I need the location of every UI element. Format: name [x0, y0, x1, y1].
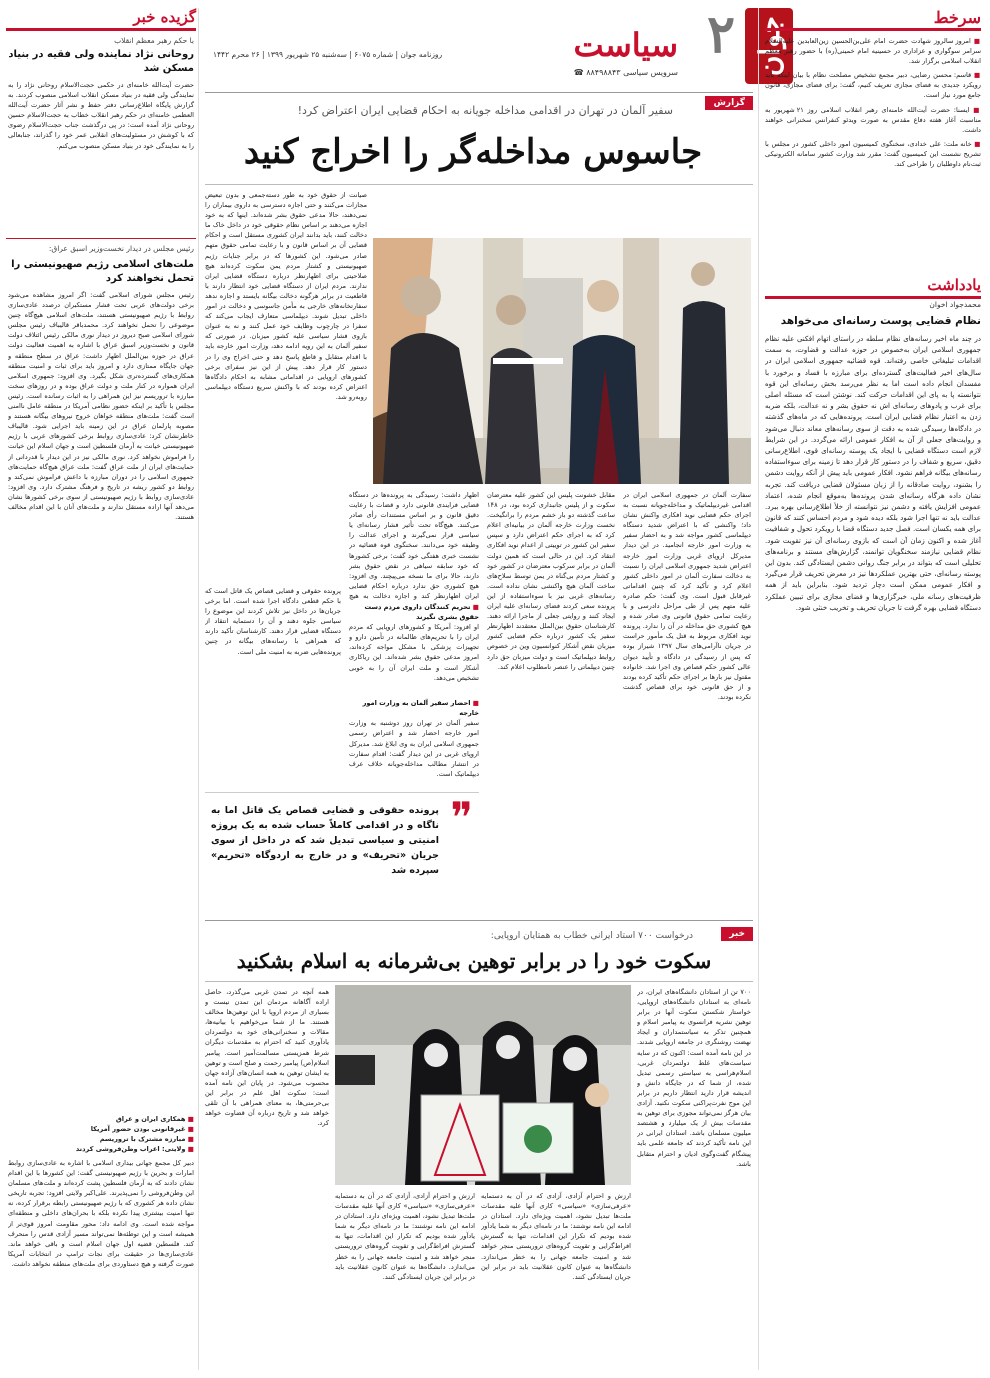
lead-story [205, 96, 753, 916]
lead-body-top: صیانت از حقوق خود به طور دسته‌جمعی و بدون تبعیض مجازات می‌کنند و حتی اجازه دسترسی به داروی بیماران را نمی‌دهند، حالا مدعی حقوق بشر شده‌اند. اینها که به خود اجازه می‌دهند بر اساس نظام حقوقی خود در داخل خاک ما دخالت کنند، باید بدانند ایران کشوری مستقل است و احکام قضایی آن بر اساس قانون و با رعایت تمامی حقوق متهم صادر می‌شود. این کشورها که در برابر جنایات رژیم صهیونیستی و کشتار مردم یمن سکوت کرده‌اند هیچ صلاحیتی برای اظهارنظر درباره دستگاه قضایی ایران ندارند. مردم ایران از دستگاه قضایی خود انتظار دارند با قاطعیت در برابر هرگونه دخالت بیگانه بایستد و اجازه ندهد سفارتخانه‌های خارجی به مأمن جاسوسی و دخالت در امور داخلی تبدیل شوند. دیپلماسی متعارف ایجاب می‌کند که سفرا در چارچوب وظایف خود عمل کنند و نه به عنوان بازوی فشار سیاسی علیه کشور میزبان. در صورتی که سفیر آلمان به این رویه ادامه دهد، وزارت امور خارجه باید با اقدام متقابل و قاطع پاسخ دهد و حتی اخراج وی را در دستور کار قرار دهد. پیش از این نیز سفرای برخی کشورهای اروپایی در اقداماتی مشابه به احکام دادگاه‌ها اعتراض کرده بودند که با واکنش سریع دستگاه دیپلماسی روبه‌رو شد. [205, 191, 367, 401]
item1-headline: روحانی نژاد نماینده ولی فقیه در بنیاد مسکن شد [8, 49, 194, 74]
subhead-sanctions: ■ تحریم کنندگان داروی مردم دست حقوق بشری نگیرند [349, 602, 479, 622]
sarkhat-item: ■ قاسم: محسن رضایی، دبیر مجمع تشخیص مصلحت نظام با بیان اینکه باید رویکرد جدیدی به فضای مجازی تعریف کنیم، گفت: برای فضای مجازی، قانون جامع مورد نیاز است. [765, 70, 981, 100]
masthead-rule [205, 92, 753, 93]
bullet-item: ■ همکاری ایران و عراق [8, 1114, 194, 1124]
item-divider [6, 238, 196, 239]
left-column [6, 8, 199, 1370]
left-header-title: گزیده خبر [133, 8, 196, 26]
yaddasht-body: در چند ماه اخیر رسانه‌های نظام سلطه در راستای اتهام افکنی علیه نظام جمهوری اسلامی ایران به‌خصوص در حوزه عدالت و قضاوت، به سمت اقدامات تبلیغاتی خاصی رفته‌اند. قوه قضائیه جمهوری اسلامی ایران در سال‌های اخیر فعالیت‌های گسترده‌ای برای مبارزه با فساد و برخورد با مفسدان انجام داده است اما به نظر می‌رسد بخش رسانه‌ای این قوه نتوانسته پا به پای این اقدامات حرکت کند. نوشتن است که مسئله اصلی برای غرب و پادوهای رسانه‌ای اش نه حقوق بشر و نه عدالت، بلکه ضربه زدن به اعتبار نظام قضایی ایران است. پرونده‌هایی که در ماه‌های گذشته در دادگاه‌ها رسیدگی شده به دقت از سوی رسانه‌های معاند دنبال می‌شود و روایت‌های جعلی از آن به افکار عمومی ارائه می‌گردد. در این شرایط لازم است دستگاه قضایی با ایجاد یک پوسته رسانه‌ای قوی، اطلاع‌رسانی دقیق، سریع و شفاف را در دستور کار قرار دهد تا زمینه برای سوءاستفاده رسانه‌های بیگانه فراهم نشود. افکار عمومی باید پیش از آنکه روایت دشمن را بشنود، روایت صادقانه را از زبان مسئولان قضایی دریافت کند. تجربه نشان داده هرگاه رسانه‌ای شدن پرونده‌ها به‌موقع انجام شده، اعتماد عمومی افزایش یافته و دشمن نیز نتوانسته از خلأ اطلاع‌رسانی بهره ببرد. عدالت باید نه تنها اجرا شود بلکه دیده شود و مردم احساس کنند که قانون برای همه یکسان است. فصل جدید دستگاه قضا با رویکرد تحول و شفافیت آغاز شده و اکنون زمان آن است که بازوی رسانه‌ای آن نیز تقویت شود. نظام قضایی نیازمند سخنگویان توانمند، گزارش‌های مستند و برنامه‌های تحلیلی است که بتواند در برابر جنگ روانی دشمن ایستادگی کند. بدون این پوسته رسانه‌ای، حتی بهترین عملکردها نیز در معرض تحریف قرار می‌گیرد و افکار عمومی ممکن است دچار تردید شود. بنابراین باید از همه ظرفیت‌های رسانه ملی، خبرگزاری‌ها و فضای مجازی برای تبیین عملکرد دستگاه قضایی بهره گرفت تا جریان تحریف و تخریب خنثی شود. [765, 335, 981, 612]
sarkhat-item: ■ خانه ملت: علی خدادی، سخنگوی کمیسیون امور داخلی کشور در مجلس با تشریح نشست این کمیسیون گفت: مقرر شد وزارت کشور سامانه الکترونیکی ثبت‌نام داوطلبان را طراحی کند. [765, 139, 981, 169]
lead-overline: سفیر آلمان در تهران در اقدامی مداخله جویانه به احکام قضایی ایران اعتراض کرد! [297, 104, 673, 117]
section-subtitle: سرویس سیاسی ۸۸۴۹۸۸۴۳ ☎ [573, 68, 678, 77]
item2-kicker: رئیس مجلس در دیدار نخست‌وزیر اسبق عراق: [48, 244, 194, 253]
story2-photo [335, 985, 631, 1185]
diplomats-photo [373, 238, 751, 484]
lead-headline: جاسوس مداخله‌گر را اخراج کنید [243, 132, 703, 172]
yaddasht-title: یادداشت [927, 276, 981, 294]
story2-headline: سکوت خود را در برابر توهین بی‌شرمانه به اسلام بشکنید [236, 949, 712, 973]
item1-kicker: با حکم رهبر معظم انقلاب [114, 36, 194, 45]
story2-col-right: ۷۰۰ تن از استادان دانشگاه‌های ایران، در نامه‌ای به استادان دانشگاه‌های اروپایی، خواستار شکستن سکوت آنها در برابر توهین نشریه فرانسوی به پیامبر اسلام و همچنین تذکر به سیاستمداران و ایجاد نهضت روشنگری در جامعه اروپایی شدند. در این نامه آمده است: اکنون که در سایه سیاست‌های غلط دولتمردان غربی، اسلام‌هراسی به سیاستی رسمی تبدیل شده، از شما که در جایگاه دانش و اندیشه قرار دارید انتظار داریم در برابر این موج نفرت‌پراکنی سکوت نکنید. آزادی بیان هرگز نمی‌تواند مجوزی برای توهین به مقدسات بیش از یک میلیارد و هشتصد میلیون مسلمان باشد. استادان ایرانی در این نامه تأکید کردند که جامعه علمی باید پیشگام گفت‌وگوی ادیان و احترام متقابل باشد. [637, 988, 751, 1168]
item2-headline: ملت‌های اسلامی رژیم صهیونیستی را تحمل نخواهند کرد [11, 259, 194, 284]
lead-col2: مقابل خشونت پلیس این کشور علیه معترضان سکوت و از پلیس جانبداری کرده بود، در ۱۴۸ ساعت گذشته دو بار خشم مردم را برانگیخت. نخست وزارت خارجه آلمان در بیانیه‌ای اعلام کرد که به اجرای حکم اعتراض دارد و سپس سفیر این کشور در توییتی از اعدام نوید افکاری انتقاد کرد. این در حالی است که همین دولت آلمان در برابر سرکوب معترضان در کشور خود و کشتار مردم بی‌گناه در یمن توسط سلاح‌های ساخت آلمان هیچ واکنشی نشان نداده است. رسانه‌های غربی نیز با سوءاستفاده از این پرونده سعی کردند فضای رسانه‌ای علیه ایران ایجاد کنند و روایتی جعلی از ماجرا ارائه دهند. کارشناسان حقوق بین‌الملل معتقدند اظهارنظر سفیر یک کشور درباره حکم قضایی کشور میزبان نقض آشکار کنوانسیون وین در خصوص روابط دیپلماتیک است و دولت میزبان حق دارد چنین دیپلماتی را عنصر نامطلوب اعلام کند. [487, 491, 615, 671]
bullet-item: ■ غیرقانونی بودن حضور آمریکا [8, 1124, 194, 1134]
story2-col-left-cont: ارزش و احترام آزادی، آزادی که در آن به دستمایه «عرفی‌سازی» «سیاسی» کاری آنها علیه مقدسات ملت‌ها تبدیل نشود، اهمیت ویژه‌ای دارد. استادان در ادامه این نامه نوشتند: ما در نامه‌ای دیگر به شما یادآور شده بودیم که تکرار این اقدامات، تنها به گسترش افراط‌گرایی و تقویت گروه‌های تروریستی منجر خواهد شد و امنیت جامعه جهانی را به خطر می‌اندازد. دانشگاه‌ها به عنوان کانون عقلانیت باید در برابر این جریان ایستادگی کنند. [335, 1192, 475, 1281]
lead-col1: سفارت آلمان در جمهوری اسلامی ایران در اقدامی غیردیپلماتیک و مداخله‌جویانه نسبت به اجرای حکم قضایی نوید افکاری واکنش نشان داد؛ واکنشی که با اعتراض شدید دستگاه دیپلماسی کشور مواجه شد و به احضار سفیر به وزارت امور خارجه انجامید. در این دیدار مدیرکل اروپای غربی وزارت امور خارجه اعتراض شدید جمهوری اسلامی ایران را نسبت به دخالت سفارت آلمان در امور داخلی کشور اعلام کرد و تأکید کرد که چنین اقداماتی غیرقابل قبول است. وی گفت: حکم صادره علیه متهم پس از طی مراحل دادرسی و با رعایت تمامی حقوق قانونی وی صادر شده و هیچ کشوری حق مداخله در آن را ندارد. پرونده نوید افکاری مربوط به قتل یک مأمور حراست در جریان ناآرامی‌های سال ۱۳۹۷ شیراز بوده که پس از رسیدگی در دادگاه و تأیید دیوان عالی کشور حکم قصاص وی اجرا شد. خانواده مقتول نیز بارها بر اجرای حکم تأکید کرده بودند و از حق قانونی خود برای قصاص گذشت نکرده بودند. [623, 491, 751, 701]
lead-rule [205, 184, 753, 185]
item2-body: رئیس مجلس شورای اسلامی گفت: اگر امروز مشاهده می‌شود برخی دولت‌های عربی تحت فشار مستکبران درصدد عادی‌سازی روابط با رژیم صهیونیستی هستند، ملت‌های اسلامی هیچ‌گاه چنین موضوعی را تحمل نخواهند کرد. محمدباقر قالیباف رئیس مجلس شورای اسلامی صبح دیروز در دیدار نوری مالکی رئیس ائتلاف دولت قانون و نخست‌وزیر اسبق عراق با اشاره به اهمیت فعالیت دولت عراق در حوزه بین‌الملل اظهار داشت: عراق در سطح منطقه و جهان جایگاه ممتازی دارد و امروز باید برای ثبات و امنیت منطقه همکاری‌های گسترده‌تری شکل بگیرد. وی افزود: جمهوری اسلامی ایران همواره در کنار ملت و دولت عراق بوده و در روزهای سخت مبارزه با تروریسم نیز این همراهی را به اثبات رسانده است. رئیس مجلس با تأکید بر اینکه حضور نظامی آمریکا در منطقه عامل ناامنی است گفت: ملت‌های منطقه خواهان خروج نیروهای بیگانه هستند و مصوبه پارلمان عراق در این زمینه باید اجرایی شود. قالیباف خاطرنشان کرد: عادی‌سازی روابط برخی کشورهای عربی با رژیم صهیونیستی خیانت به آرمان فلسطین است و جهان اسلام این خیانت را فراموش نخواهد کرد. نوری مالکی نیز در این دیدار با قدردانی از حمایت‌های ایران از ملت عراق گفت: ملت عراق هیچ‌گاه حمایت‌های جمهوری اسلامی را در دوران مبارزه با داعش فراموش نمی‌کند و روابط دو کشور ریشه در تاریخ و فرهنگ مشترک دارد. وی افزود: عادی‌سازی روابط با رژیم صهیونیستی از سوی برخی کشورها نشان می‌دهد آنها اراده مستقل ندارند و ملت‌های آنان با این اقدام مخالف هستند. [8, 291, 194, 522]
left-header [6, 8, 196, 31]
sarkhat-item: ■ امروز سالروز شهادت حضرت امام علی‌بن‌الحسین زین‌العابدین علیه‌السلام سرامر سوگواری و عزاداری در حسینیه امام خمینی(ره) با حضور رهبر معظم انقلاب اسلامی برگزار شد. [765, 36, 981, 66]
lead-col3c-text: سفیر آلمان در تهران روز دوشنبه به وزارت امور خارجه احضار شد و اعتراض رسمی جمهوری اسلامی ایران به وی ابلاغ شد. مدیرکل اروپای غربی در این دیدار گفت: اقدام سفارت در انتشار مطالب مداخله‌جویانه خلاف عرف دیپلماتیک است. [349, 719, 479, 778]
story2-rule [205, 981, 753, 982]
yaddasht-header [765, 276, 981, 299]
sarkhat-item: ■ ایسنا: حضرت آیت‌الله خامنه‌ای رهبر انقلاب اسلامی روز ۲۱ شهریور به مناسبت آغاز هفته دفاع مقدس به صورت ویدئو کنفرانس سخنرانی خواهند داشت. [765, 105, 981, 135]
bullet-item: ■ مبارزه مشترک با تروریسم [8, 1134, 194, 1144]
report-tag-label: گزارش [713, 98, 745, 108]
sarkhat-title: سرخط [933, 8, 981, 27]
right-column [758, 8, 985, 1370]
item1-body: حضرت آیت‌الله خامنه‌ای در حکمی حجت‌الاسلام روحانی نژاد را به نمایندگی ولی فقیه در بنیاد مسکن انقلاب اسلامی منصوب کردند. به گزارش پایگاه اطلاع‌رسانی دفتر حفظ و نشر آثار حضرت آیت‌الله العظمی خامنه‌ای در حکم رهبر انقلاب خطاب به حجت‌الاسلام حسین روحانی نژاد آمده است: در پی درگذشت جناب حجت‌الاسلام رضوی که با کوشش در مسئولیت‌های انقلابی عمر خود را گذراند، جنابعالی را به نمایندگی خود در بنیاد مسکن منصوب می‌کنم. [8, 81, 194, 150]
lead-col3-text: اظهار داشت: رسیدگی به پرونده‌ها در دستگاه قضایی فرایندی قانونی دارد و قضات با رعایت دقیق قانون و بر اساس مستندات رأی صادر می‌کنند. هیچ‌گاه تحت تأثیر فشار رسانه‌ای یا سیاسی قرار نمی‌گیرند و اجرای عدالت را وظیفه خود می‌دانند. سخنگوی قوه قضائیه در نشست خبری هفتگی خود گفت: برخی کشورها که خود سابقه سیاهی در نقض حقوق بشر دارند، حالا برای ما نسخه می‌پیچند. وی افزود: هیچ کشوری حق ندارد درباره احکام قضایی ایران اظهارنظر کند و اجازه دخالت به هیچ [349, 491, 479, 600]
page-number: ۲ [707, 4, 735, 65]
yaddasht-author: محمدجواد اخوان [929, 300, 981, 309]
masthead [205, 4, 786, 90]
story2-col-mid: ارزش و احترام آزادی، آزادی که در آن به دستمایه «عرفی‌سازی» «سیاسی» کاری آنها علیه مقدسات ملت‌ها تبدیل نشود، اهمیت ویژه‌ای دارد. استادان در ادامه این نامه نوشتند: ما در نامه‌ای دیگر به شما یادآور شده بودیم که تکرار این اقدامات، تنها به گسترش افراط‌گرایی و تقویت گروه‌های تروریستی منجر خواهد شد و امنیت جامعه جهانی را به خطر می‌اندازد. دانشگاه‌ها به عنوان کانون عقلانیت باید در برابر این جریان ایستادگی کنند. [481, 1192, 631, 1281]
news-tag-label: خبر [729, 929, 745, 939]
quote-box [205, 792, 479, 911]
subhead-summon: ■ احضار سفیر آلمان به وزارت امور خارجه [349, 698, 479, 718]
yaddasht-headline: نظام قضایی پوست رسانه‌ای می‌خواهد [780, 315, 981, 327]
pull-quote: پرونده حقوقی و قضایی قصاص یک قاتل اما به ناگاه و در اقدامی کاملاً حساب شده به یک پروژه امنیتی و سیاسی تبدیل شد که در داخل از سوی جریان «تحریف» و در خارج به اردوگاه «تحریم» سپرده شد [211, 805, 439, 876]
story2-col-left: همه آنچه در تمدن غربی می‌گذرد، حاصل اراده آگاهانه مردمان این تمدن نیست و بسیاری از مردم اروپا با این توهین‌ها مخالف هستند. ما از شما می‌خواهیم با بیانیه‌ها، مقالات و سخنرانی‌های خود به دولتمردان یادآوری کنید که احترام به مقدسات دیگران شرط همزیستی مسالمت‌آمیز است. پیامبر اسلام(ص) پیامبر رحمت و صلح است و توهین به ایشان توهین به همه انسان‌های آزاده جهان محسوب می‌شود. در پایان این نامه آمده است: سکوت اهل علم در برابر این بی‌حرمتی‌ها، به معنای همراهی با آن تلقی خواهد شد و تاریخ درباره آن قضاوت خواهد کرد. [205, 988, 329, 1128]
report-tag [705, 96, 753, 110]
lead-col4: پرونده حقوقی و قضایی قصاص یک قاتل است که با حکم قطعی دادگاه اجرا شده است. اما برخی جریان‌ها در داخل نیز تلاش کردند این موضوع را سیاسی جلوه دهند و آن را دستمایه انتقاد از دستگاه قضایی قرار دهند. کارشناسان تأکید دارند که همراهی با رسانه‌های بیگانه در چنین پرونده‌هایی ضربه به امنیت ملی است. [205, 587, 341, 656]
dateline: روزنامه جوان | شماره ۶۰۷۵ | سه‌شنبه ۲۵ شهریور ۱۳۹۹ | ۲۶ محرم ۱۴۴۲ [213, 50, 443, 59]
sarkhat-items [765, 36, 981, 169]
sarkhat-header [765, 8, 981, 31]
news-tag [721, 927, 753, 941]
quote-mark-icon: ❞ [450, 793, 473, 842]
lead-col3b-text: او افزود: آمریکا و کشورهای اروپایی که مردم ایران را با تحریم‌های ظالمانه در تأمین دارو و تجهیزات پزشکی با مشکل مواجه کرده‌اند، امروز مدعی حقوق بشر شده‌اند. این ریاکاری آشکار است و ملت ایران آن را به خوبی تشخیص می‌دهد. [349, 623, 479, 682]
item2-tail: دبیر کل مجمع جهانی بیداری اسلامی با اشاره به عادی‌سازی روابط امارات و بحرین با رژیم صهیونیستی گفت: این کشورها با این اقدام نشان دادند که به آرمان فلسطین پشت کرده‌اند و ملت‌های مسلمان این وطن‌فروشی را نمی‌پذیرند. علی‌اکبر ولایتی افزود: تجربه تاریخی نشان داده هر کشوری که با رژیم صهیونیستی رابطه برقرار کرده، نه تنها امنیت بیشتری پیدا نکرده بلکه با بحران‌های داخلی و منطقه‌ای مواجه شده است. وی ادامه داد: محور مقاومت امروز قوی‌تر از همیشه است و این توطئه‌ها نمی‌تواند مسیر آزادی قدس را منحرف کند. فلسطین قضیه اول جهان اسلام است و باقی خواهد ماند. عادی‌سازی‌ها در حقیقت برای نجات ترامپ در انتخابات آمریکا صورت گرفته و هیچ دستاوردی برای ملت‌های منطقه نخواهد داشت. [8, 1159, 194, 1268]
bullet-item: ■ ولایتی: اعراب وطن‌فروشی کردند [8, 1144, 194, 1154]
lead-photo [373, 238, 751, 484]
story2-overline: درخواست ۷۰۰ استاد ایرانی خطاب به همتایان اروپایی: [490, 931, 693, 941]
logo-word: جوان [752, 15, 786, 77]
protest-photo [335, 985, 631, 1185]
section-title: سیاست [573, 26, 678, 64]
second-story [205, 920, 753, 1371]
bullet-list [8, 1114, 194, 1154]
